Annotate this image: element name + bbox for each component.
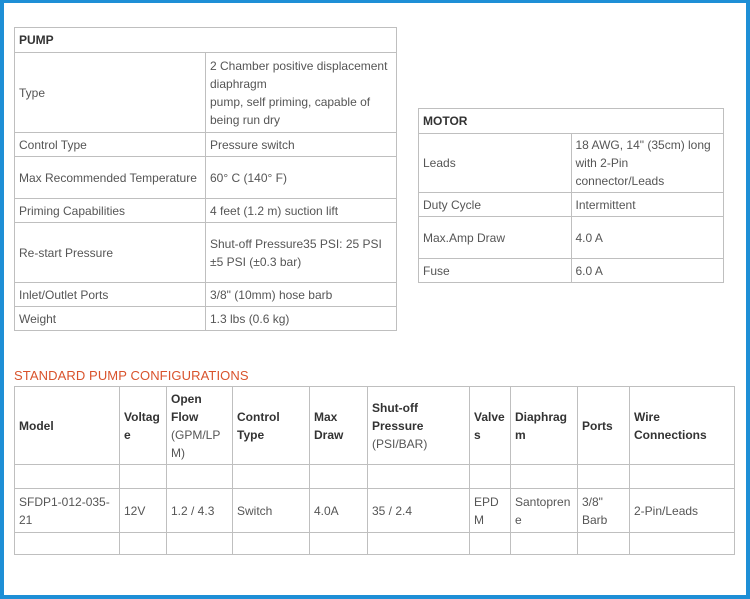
pump-type-label: Type	[15, 53, 206, 133]
cell-wire-connections	[630, 533, 735, 555]
cell-max-draw	[310, 533, 368, 555]
col-header-open-flow-unit: (GPM/LPM)	[171, 427, 221, 460]
pump-weight-value: 1.3 lbs (0.6 kg)	[206, 307, 397, 331]
pump-max-temp-label: Max Recommended Temperature	[15, 157, 206, 199]
pump-control-type-label: Control Type	[15, 133, 206, 157]
col-header-open-flow-main: Open Flow	[171, 391, 202, 424]
col-header-wire-connections: Wire Connections	[630, 387, 735, 465]
motor-table-header: MOTOR	[419, 109, 724, 134]
table-row	[15, 465, 735, 489]
motor-duty-cycle-label: Duty Cycle	[419, 193, 572, 217]
col-header-shutoff-pressure	[368, 387, 470, 465]
cell-ports: 3/8" Barb	[578, 489, 630, 533]
pump-restart-pressure-label: Re-start Pressure	[15, 223, 206, 283]
table-row	[15, 489, 735, 533]
cell-voltage: 12V	[120, 489, 167, 533]
cell-open-flow	[167, 465, 233, 489]
cell-valves: EPDM	[470, 489, 511, 533]
cell-ports	[578, 465, 630, 489]
cell-shutoff-pressure: 35 / 2.4	[368, 489, 470, 533]
col-header-control-type: Control Type	[233, 387, 310, 465]
col-header-max-draw: Max Draw	[310, 387, 368, 465]
pump-control-type-value: Pressure switch	[206, 133, 397, 157]
cell-open-flow	[167, 533, 233, 555]
motor-leads-label: Leads	[419, 134, 572, 193]
cell-voltage	[120, 465, 167, 489]
col-header-open-flow	[167, 387, 233, 465]
cell-max-draw	[310, 465, 368, 489]
pump-table-header: PUMP	[15, 28, 397, 53]
col-header-voltage: Voltage	[120, 387, 167, 465]
motor-max-amp-label: Max.Amp Draw	[419, 217, 572, 259]
col-header-shutoff-pressure-main: Shut-off Pressure	[372, 400, 424, 433]
pump-weight-label: Weight	[15, 307, 206, 331]
cell-open-flow: 1.2 / 4.3	[167, 489, 233, 533]
cell-shutoff-pressure	[368, 533, 470, 555]
cell-control-type: Switch	[233, 489, 310, 533]
pump-max-temp-value: 60° C (140° F)	[206, 157, 397, 199]
config-table	[14, 386, 735, 555]
cell-voltage	[120, 533, 167, 555]
cell-valves	[470, 533, 511, 555]
cell-control-type	[233, 465, 310, 489]
cell-diaphragm: Santoprene	[511, 489, 578, 533]
pump-ports-value: 3/8" (10mm) hose barb	[206, 283, 397, 307]
pump-type-text: 2 Chamber positive displacement diaphragm pump, self priming, capable of being run dry	[210, 58, 388, 127]
cell-max-draw: 4.0A	[310, 489, 368, 533]
cell-shutoff-pressure	[368, 465, 470, 489]
cell-model	[15, 465, 120, 489]
motor-duty-cycle-value: Intermittent	[571, 193, 724, 217]
cell-diaphragm	[511, 533, 578, 555]
pump-spec-table	[14, 27, 397, 331]
pump-priming-label: Priming Capabilities	[15, 199, 206, 223]
col-header-diaphragm: Diaphragm	[511, 387, 578, 465]
cell-diaphragm	[511, 465, 578, 489]
col-header-ports: Ports	[578, 387, 630, 465]
cell-valves	[470, 465, 511, 489]
pump-priming-value: 4 feet (1.2 m) suction lift	[206, 199, 397, 223]
col-header-model: Model	[15, 387, 120, 465]
motor-leads-value: 18 AWG, 14" (35cm) long with 2-Pin connector/Leads	[571, 134, 724, 193]
cell-model	[15, 533, 120, 555]
table-row	[15, 533, 735, 555]
motor-fuse-value: 6.0 A	[571, 259, 724, 283]
motor-spec-table	[418, 108, 724, 283]
cell-control-type	[233, 533, 310, 555]
pump-ports-label: Inlet/Outlet Ports	[15, 283, 206, 307]
cell-model: SFDP1-012-035-21	[15, 489, 120, 533]
cell-wire-connections: 2-Pin/Leads	[630, 489, 735, 533]
pump-type-value	[206, 53, 397, 133]
cell-ports	[578, 533, 630, 555]
config-section-title: STANDARD PUMP CONFIGURATIONS	[14, 368, 249, 383]
cell-wire-connections	[630, 465, 735, 489]
motor-fuse-label: Fuse	[419, 259, 572, 283]
motor-max-amp-value: 4.0 A	[571, 217, 724, 259]
pump-restart-pressure-value: Shut-off Pressure35 PSI: 25 PSI ±5 PSI (±0.3 bar)	[206, 223, 397, 283]
col-header-shutoff-pressure-unit: (PSI/BAR)	[372, 436, 428, 451]
col-header-valves: Valves	[470, 387, 511, 465]
